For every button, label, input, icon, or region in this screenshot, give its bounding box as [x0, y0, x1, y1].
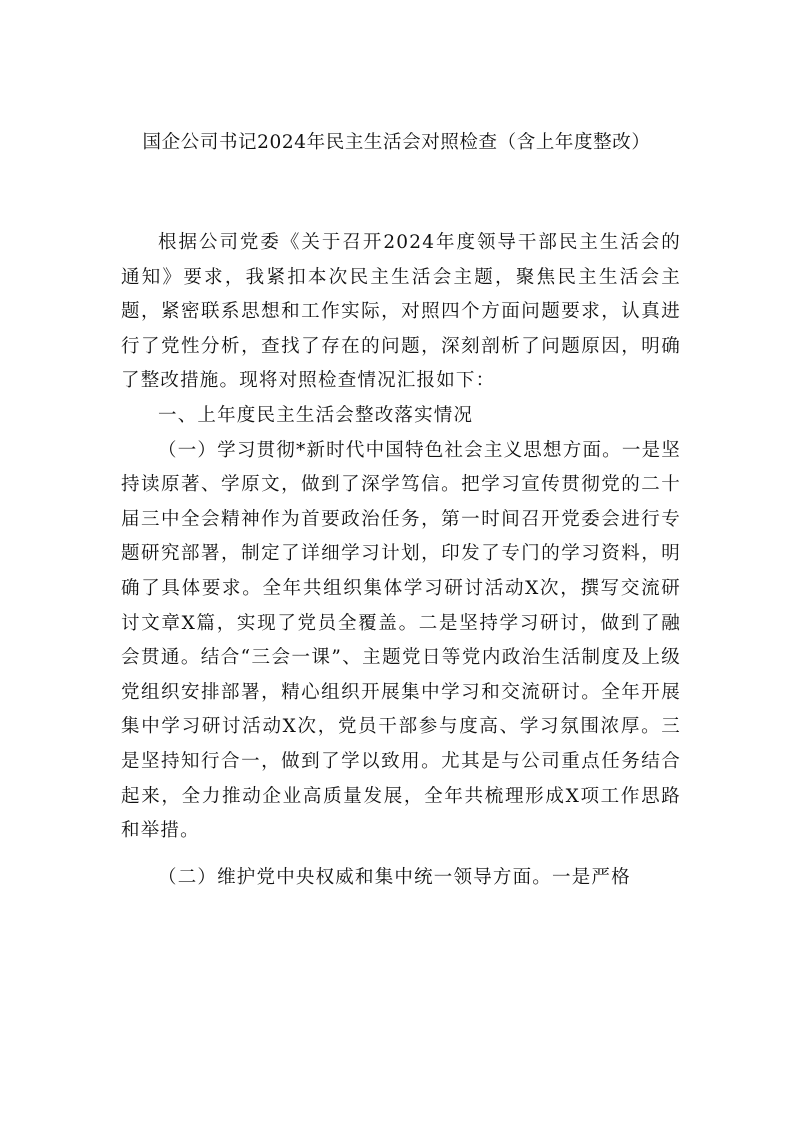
- document-body: [121, 226, 681, 895]
- paragraph-gap: [121, 849, 681, 861]
- paragraph-authority: （二）维护党中央权威和集中统一领导方面。一是严格: [158, 866, 631, 888]
- section-heading: 一、上年度民主生活会整改落实情况: [158, 404, 474, 426]
- paragraph-study: （一）学习贯彻*新时代中国特色社会主义思想方面。一是坚持读原著、学原文，做到了深学笃信。把学习宣传贯彻党的二十届三中全会精神作为首要政治任务，第一时间召开党委会进行专题研究部署，制定了详细学习计划，印发了专门的学习资料，明确了具体要求。全年共组织集体学习研讨活动X次，撰写交流研讨文章X篇，实现了党员全覆盖。二是坚持学习研讨，做到了融会贯通。结合“三会一课”、主题党日等党内政治生活制度及上级党组织安排部署，精心组织开展集中学习和交流研讨。全年开展集中学习研讨活动X次，党员干部参与度高、学习氛围浓厚。三是坚持知行合一，做到了学以致用。尤其是与公司重点任务结合起来，全力推动企业高质量发展，全年共梳理形成X项工作思路和举措。: [121, 439, 681, 842]
- intro-paragraph: 根据公司党委《关于召开2024年度领导干部民主生活会的通知》要求，我紧扣本次民主生活会主题，聚焦民主生活会主题，紧密联系思想和工作实际，对照四个方面问题要求，认真进行了党性分析，查找了存在的问题，深刻剖析了问题原因，明确了整改措施。现将对照检查情况汇报如下：: [121, 232, 681, 392]
- document-title: 国企公司书记2024年民主生活会对照检查（含上年度整改）: [142, 132, 651, 153]
